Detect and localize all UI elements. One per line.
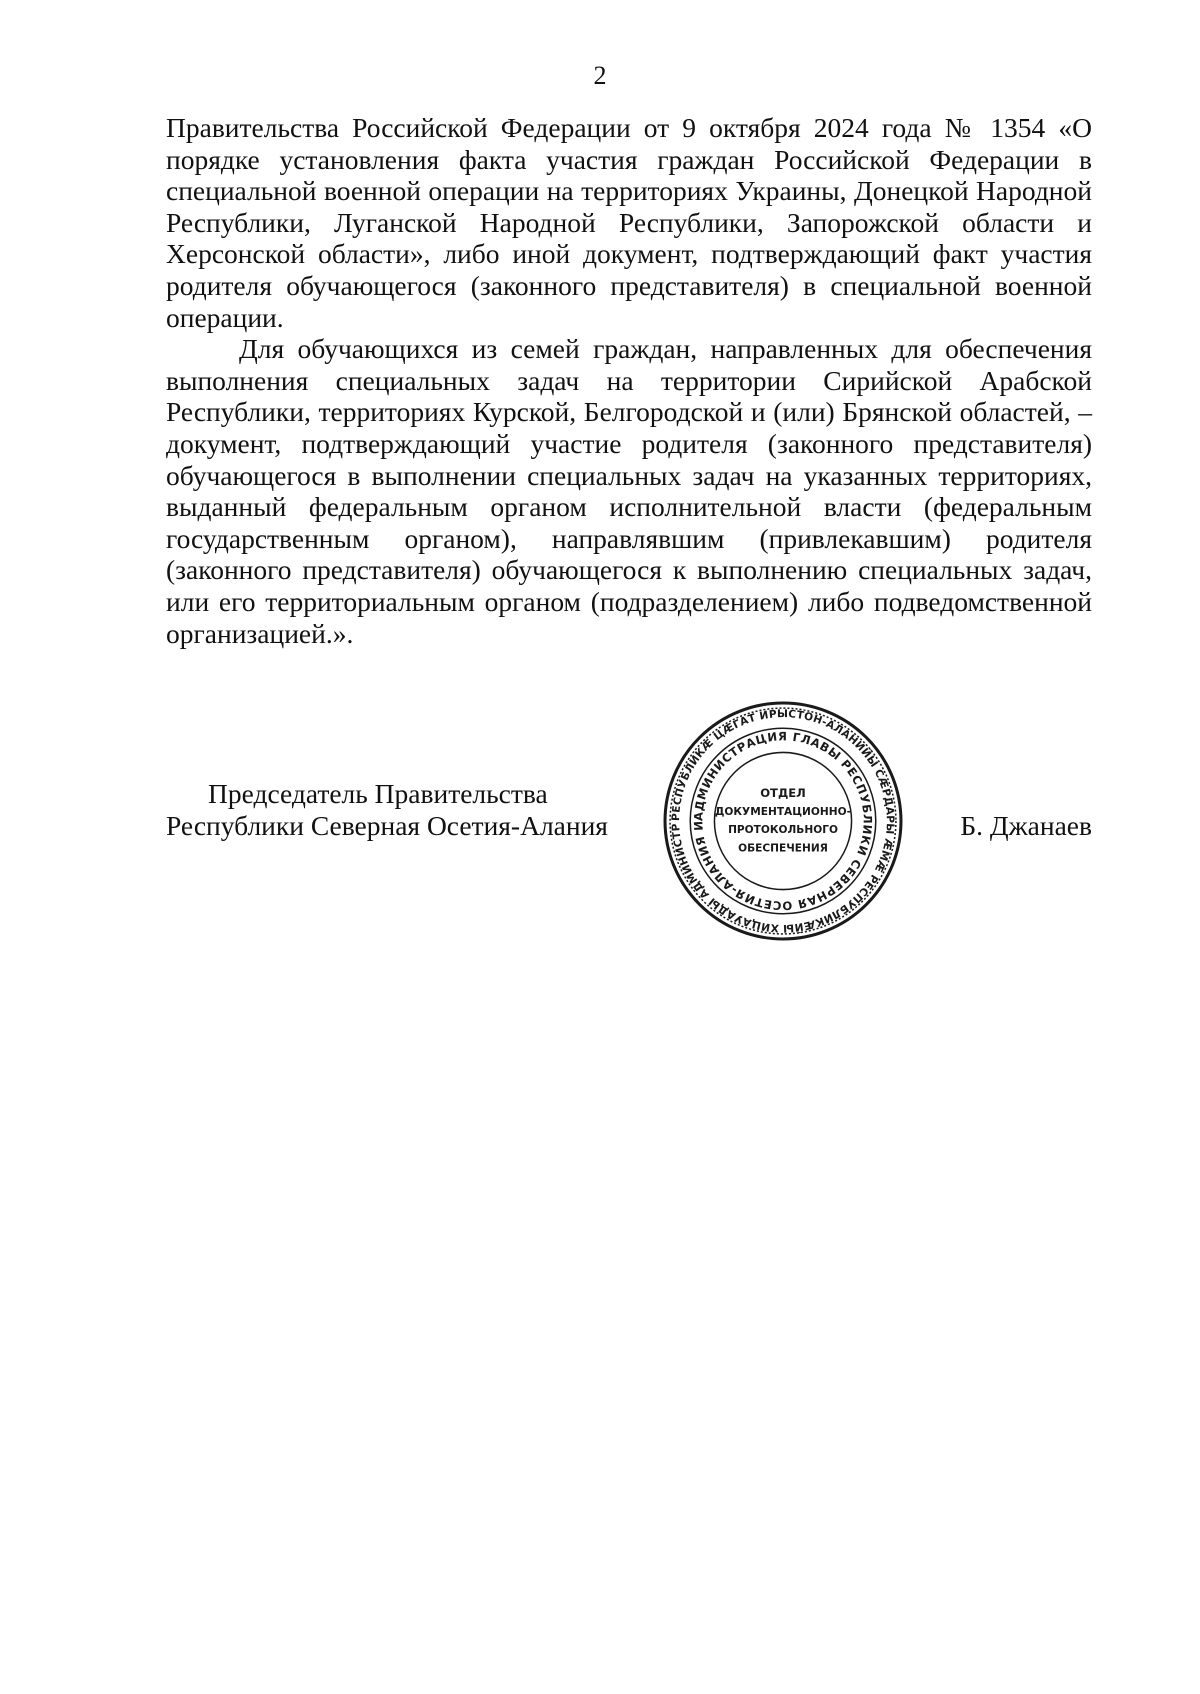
seal-center-line-1: ОТДЕЛ xyxy=(760,785,806,800)
seal-graphic xyxy=(662,700,904,942)
seal-inner-text: АДМИНИСТРАЦИЯ ГЛАВЫ РЕСПУБЛИКИ СЕВЕРНАЯ ОСЕТИЯ-АЛАНИЯ И xyxy=(691,729,875,913)
seal-outer-text: РЕСПУБЛИКӔ ЦӔГАТ ИРЫСТОН-АЛАНИЙЫ СӔРДАРЫ ӔМӔ РЕСПУБЛИКӔЙЫ ХИЦАУАДЫ АДМИНИСТР xyxy=(670,708,896,934)
paragraph-continuation: Правительства Российской Федерации от 9 октября 2024 года № 1354 «О порядке установления факта участия граждан Российской Федерации в специальной военной операции на территориях Украины, Донецкой Народной Республики, Луганской Народной Республики, Запорожской области и Херсонской области», либо иной документ, подтверждающий факт участия родителя обучающегося (законного представителя) в специальной военной операции. xyxy=(166,112,1092,333)
signer-title-line-1: Председатель Правительства xyxy=(208,778,548,809)
signer-title xyxy=(166,778,608,842)
official-seal-stamp xyxy=(662,700,904,942)
paragraph-special-tasks: Для обучающихся из семей граждан, направленных для обеспечения выполнения специальных задач на территории Сирийской Арабской Республики, территориях Курской, Белгородской и (или) Брянской областей, – документ, подтверждающий участие родителя (законного представителя) обучающегося в выполнении специальных задач на указанных территориях, выданный федеральным органом исполнительной власти (федеральным государственным органом), направлявшим (привлекавшим) родителя (законного представителя) обучающегося к выполнению специальных задач, или его территориальным органом (подразделением) либо подведомственной организацией.». xyxy=(166,333,1092,649)
seal-center-line-4: ОБЕСПЕЧЕНИЯ xyxy=(738,842,828,855)
document-body xyxy=(166,112,1092,649)
page-number: 2 xyxy=(593,61,607,90)
signer-title-line-2: Республики Северная Осетия-Алания xyxy=(166,810,608,841)
seal-center-line-3: ПРОТОКОЛЬНОГО xyxy=(728,824,838,837)
signer-name: Б. Джанаев xyxy=(960,810,1092,841)
seal-center-line-2: ДОКУМЕНТАЦИОННО- xyxy=(715,805,851,818)
